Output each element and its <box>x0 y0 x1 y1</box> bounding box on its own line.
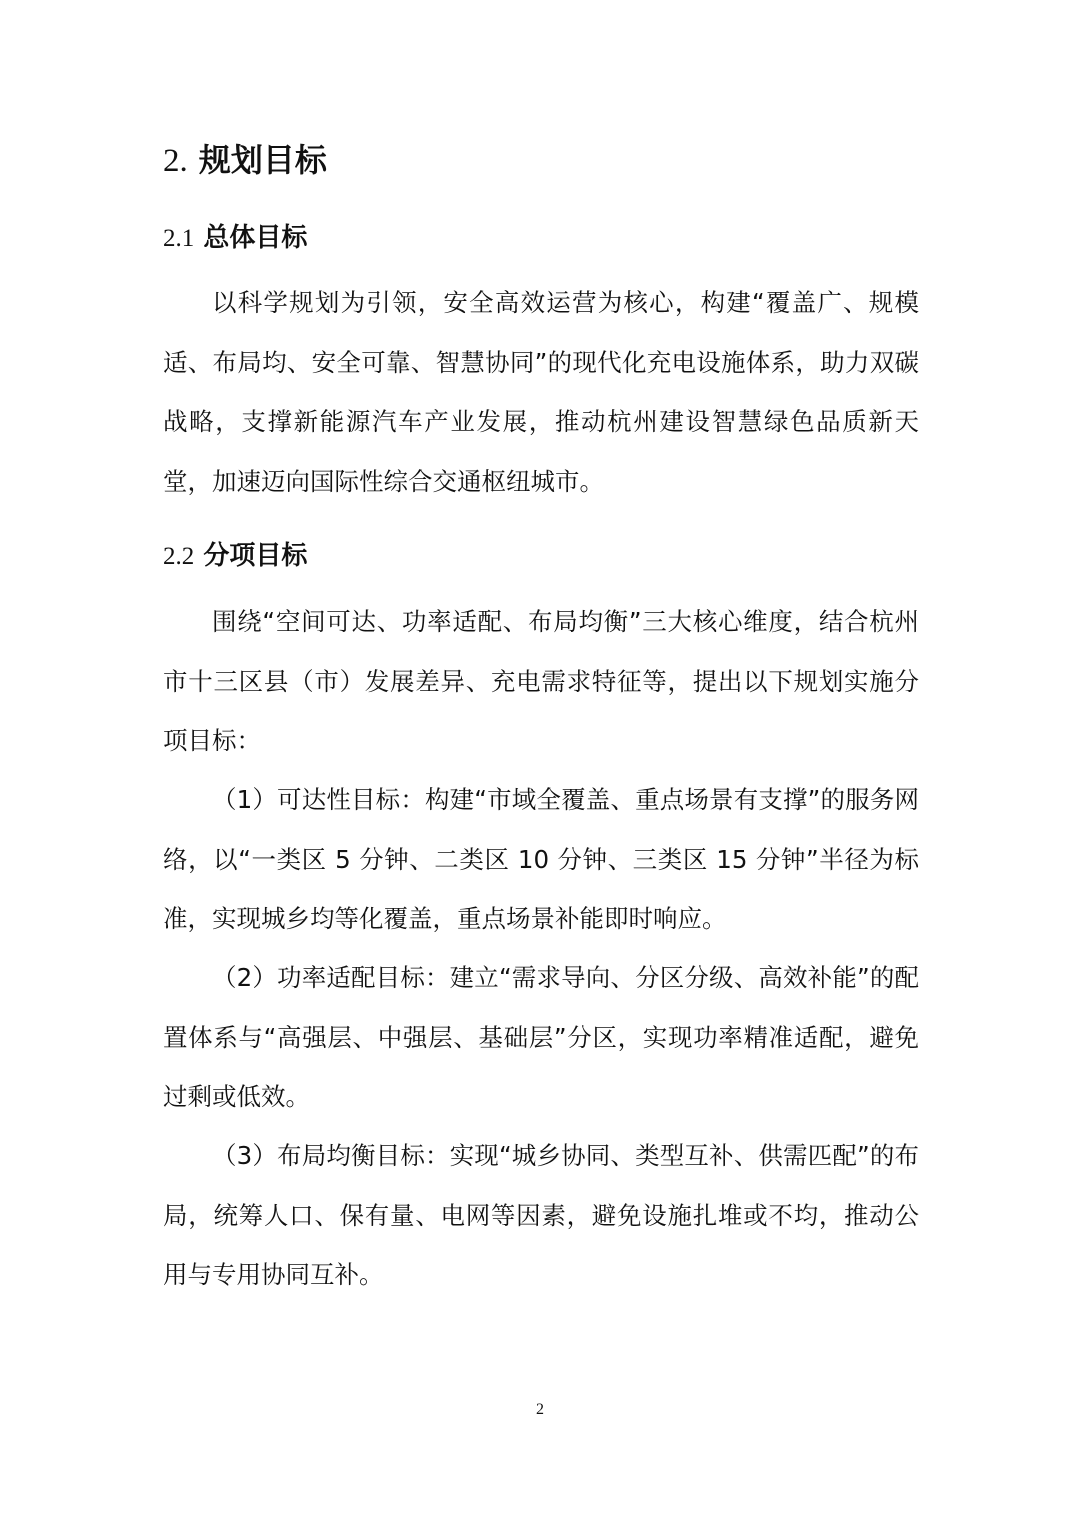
subsection-title: 分项目标 <box>203 541 308 571</box>
subsection-heading-2-1 <box>163 220 307 257</box>
subsection-title: 总体目标 <box>203 223 308 253</box>
section-number: 2. <box>163 143 188 179</box>
accessibility-goal-paragraph: （1）可达性目标：构建“市域全覆盖、重点场景有支撑”的服务网络，以“一类区 5 分钟、二类区 10 分钟、三类区 15 分钟”半径为标准，实现城乡均等化覆盖，重点场景补能即时响应。 <box>163 785 919 933</box>
subsection-number: 2.1 <box>163 225 195 252</box>
sub-goals-intro-paragraph: 围绕“空间可达、功率适配、布局均衡”三大核心维度，结合杭州市十三区县（市）发展差异、充电需求特征等，提出以下规划实施分项目标： <box>163 607 919 755</box>
page-number: 2 <box>536 1401 544 1418</box>
layout-balance-goal-paragraph: （3）布局均衡目标：实现“城乡协同、类型互补、供需匹配”的布局，统筹人口、保有量、电网等因素，避免设施扎堆或不均，推动公用与专用协同互补。 <box>163 1141 919 1289</box>
overall-goal-paragraph: 以科学规划为引领，安全高效运营为核心，构建“覆盖广、规模适、布局均、安全可靠、智慧协同”的现代化充电设施体系，助力双碳战略，支撑新能源汽车产业发展，推动杭州建设智慧绿色品质新天堂，加速迈向国际性综合交通枢纽城市。 <box>163 288 919 496</box>
section-title: 规划目标 <box>198 141 327 179</box>
power-matching-goal-paragraph: （2）功率适配目标：建立“需求导向、分区分级、高效补能”的配置体系与“高强层、中强层、基础层”分区，实现功率精准适配，避免过剩或低效。 <box>163 963 919 1111</box>
section-heading <box>163 138 327 183</box>
subsection-number: 2.2 <box>163 543 195 570</box>
subsection-heading-2-2 <box>163 538 307 575</box>
